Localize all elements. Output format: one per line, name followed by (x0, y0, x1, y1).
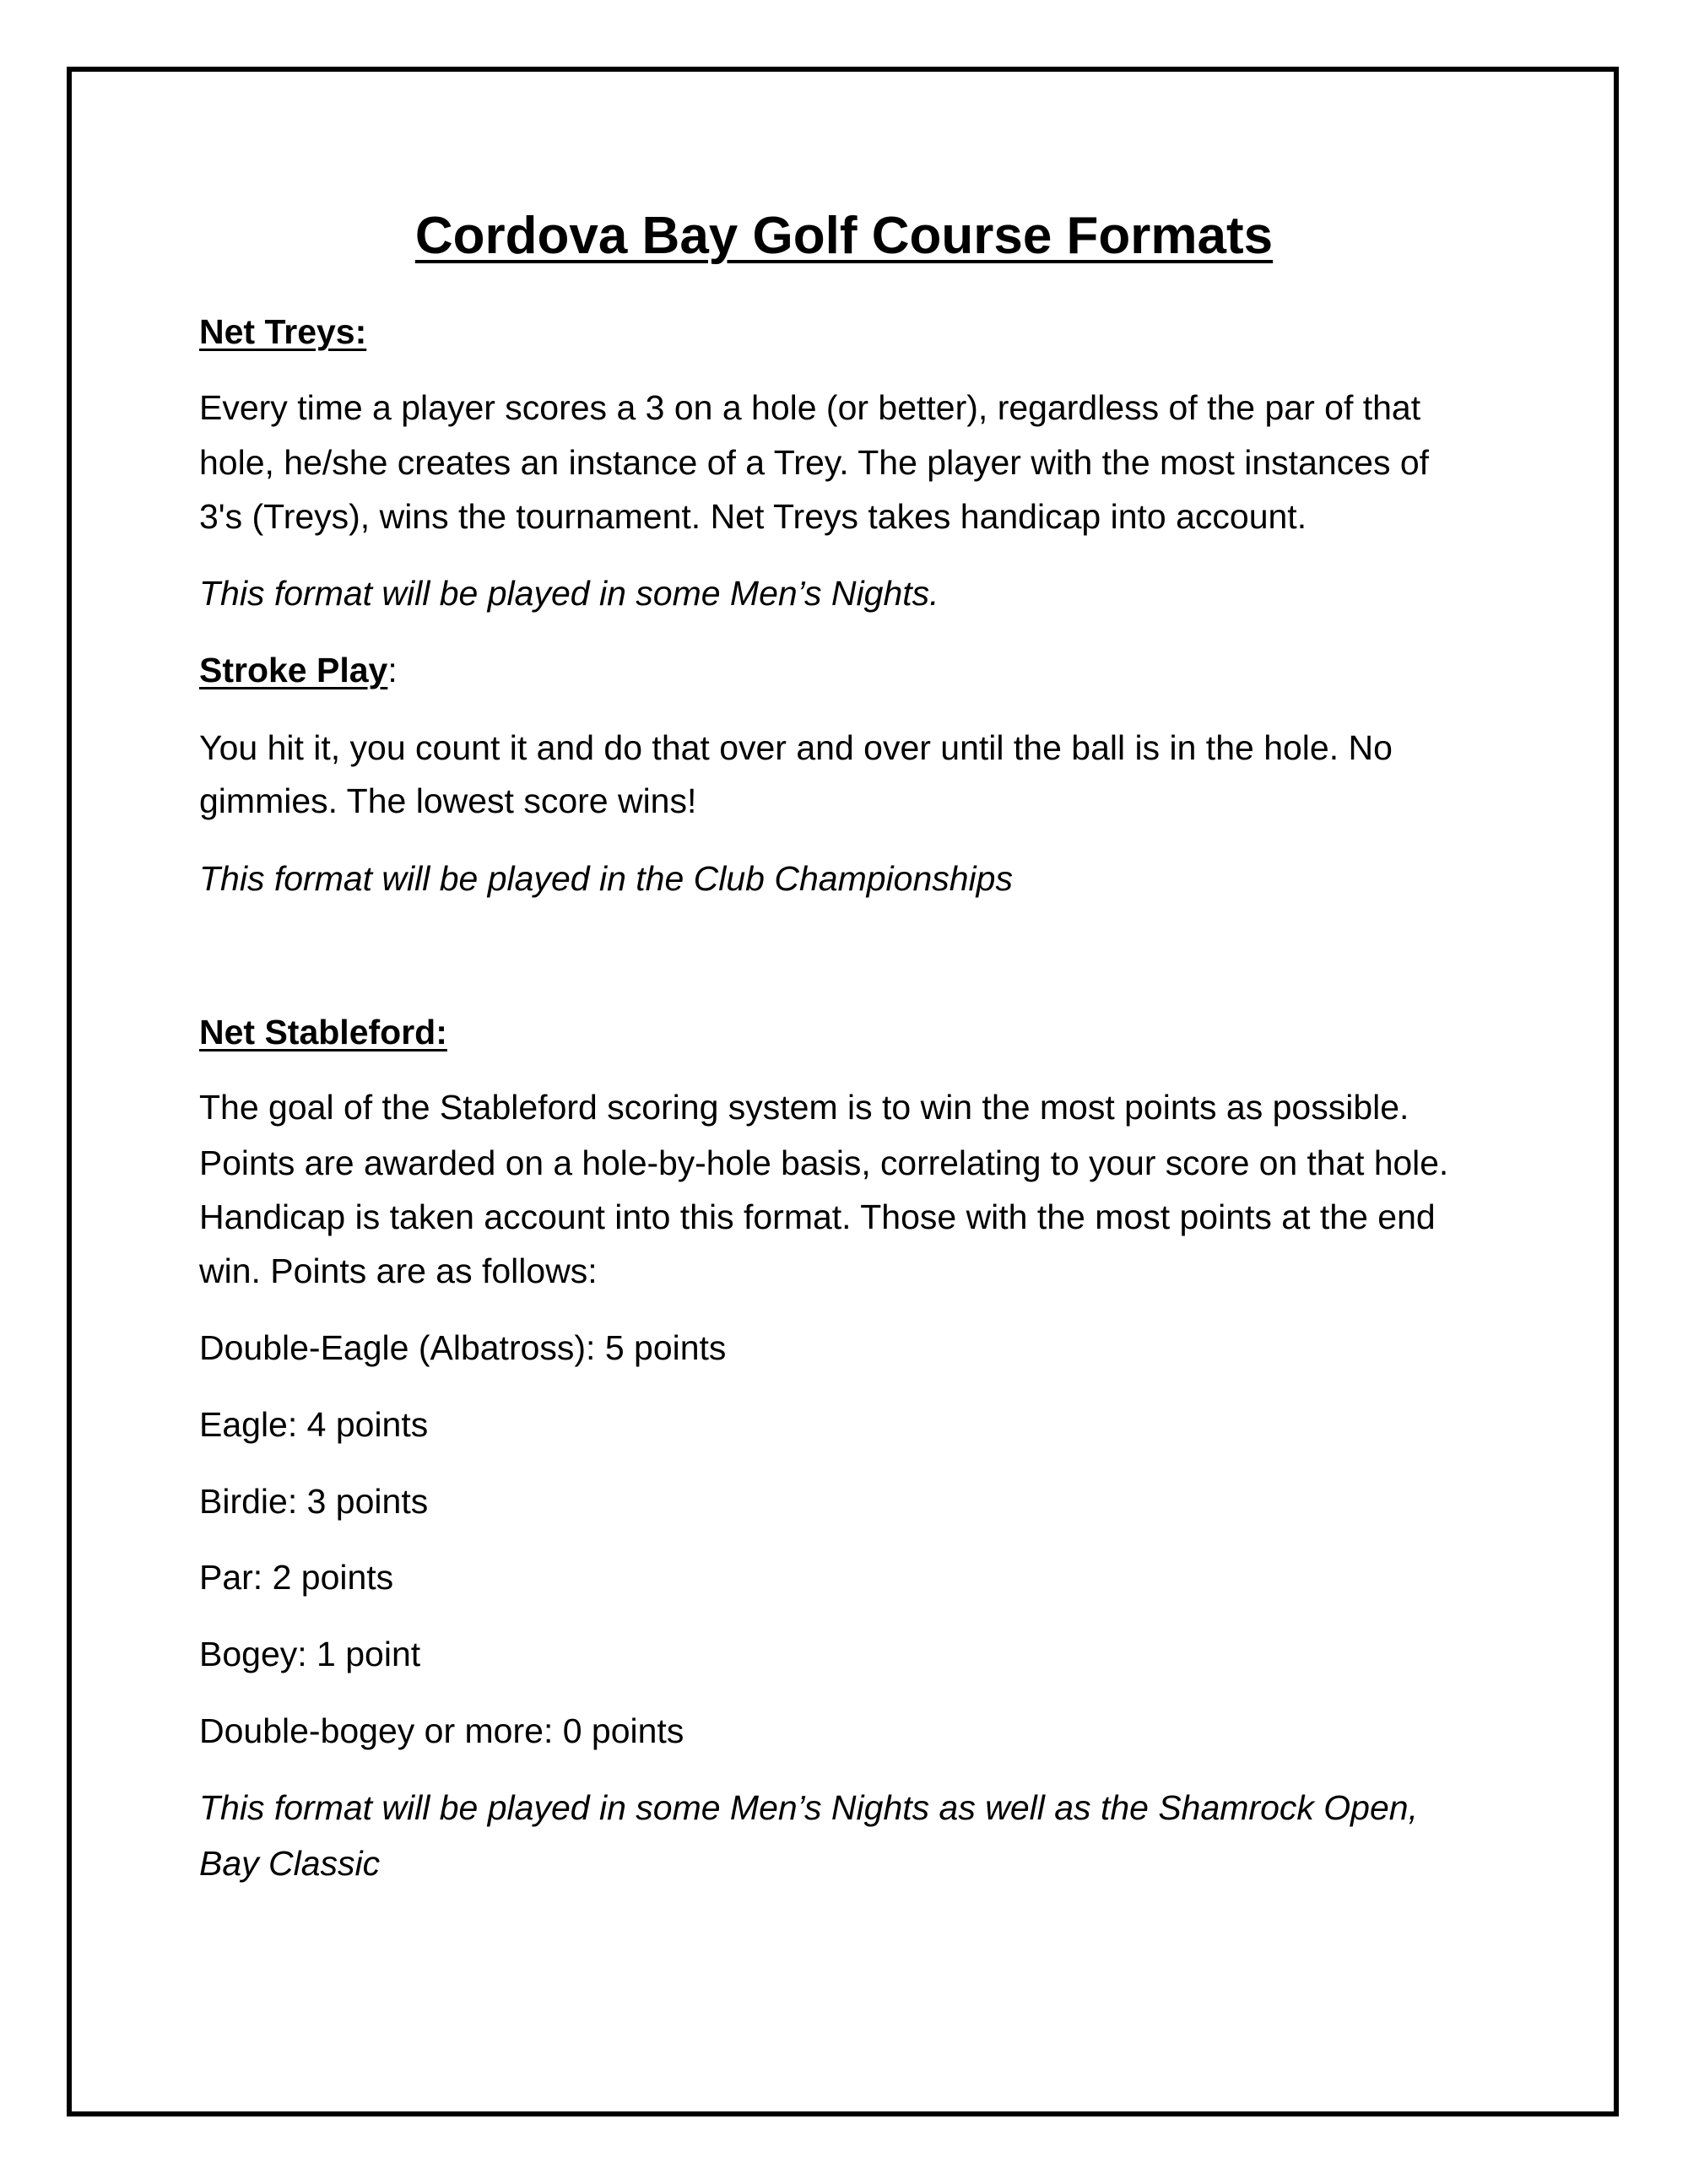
points-item: Eagle: 4 points (199, 1405, 429, 1444)
stableford-text-line: Points are awarded on a hole-by-hole basis, correlating to your score on that hole. (199, 1143, 1449, 1182)
points-item: Par: 2 points (199, 1558, 394, 1597)
net-treys-note: This format will be played in some Men’s Nights. (199, 574, 939, 613)
stableford-text-line: Handicap is taken account into this format. Those with the most points at the end (199, 1197, 1436, 1236)
points-item: Double-bogey or more: 0 points (199, 1711, 684, 1750)
net-treys-text-line: 3's (Treys), wins the tournament. Net Treys takes handicap into account. (199, 497, 1307, 536)
net-treys-text-line: hole, he/she creates an instance of a Trey. The player with the most instances of (199, 443, 1430, 482)
points-item: Double-Eagle (Albatross): 5 points (199, 1328, 727, 1367)
stableford-text-line: The goal of the Stableford scoring system is to win the most points as possible. (199, 1088, 1409, 1127)
section-heading-net-treys: Net Treys: (199, 312, 367, 351)
stroke-play-text-line: gimmies. The lowest score wins! (199, 781, 697, 820)
stableford-note-line: This format will be played in some Men’s Nights as well as the Shamrock Open, (199, 1788, 1418, 1827)
net-treys-text-line: Every time a player scores a 3 on a hole (or better), regardless of the par of that (199, 388, 1421, 427)
section-heading-net-stableford: Net Stableford: (199, 1013, 447, 1051)
stroke-play-text-line: You hit it, you count it and do that over and over until the ball is in the hole. No (199, 728, 1393, 767)
section-heading-stroke-play: Stroke Play: (199, 651, 398, 689)
points-item: Bogey: 1 point (199, 1635, 421, 1673)
stableford-text-line: win. Points are as follows: (199, 1251, 598, 1290)
document-title: Cordova Bay Golf Course Formats (414, 207, 1274, 265)
stableford-note-line: Bay Classic (199, 1844, 381, 1883)
points-item: Birdie: 3 points (199, 1482, 429, 1521)
stroke-play-note: This format will be played in the Club Championships (199, 859, 1013, 898)
